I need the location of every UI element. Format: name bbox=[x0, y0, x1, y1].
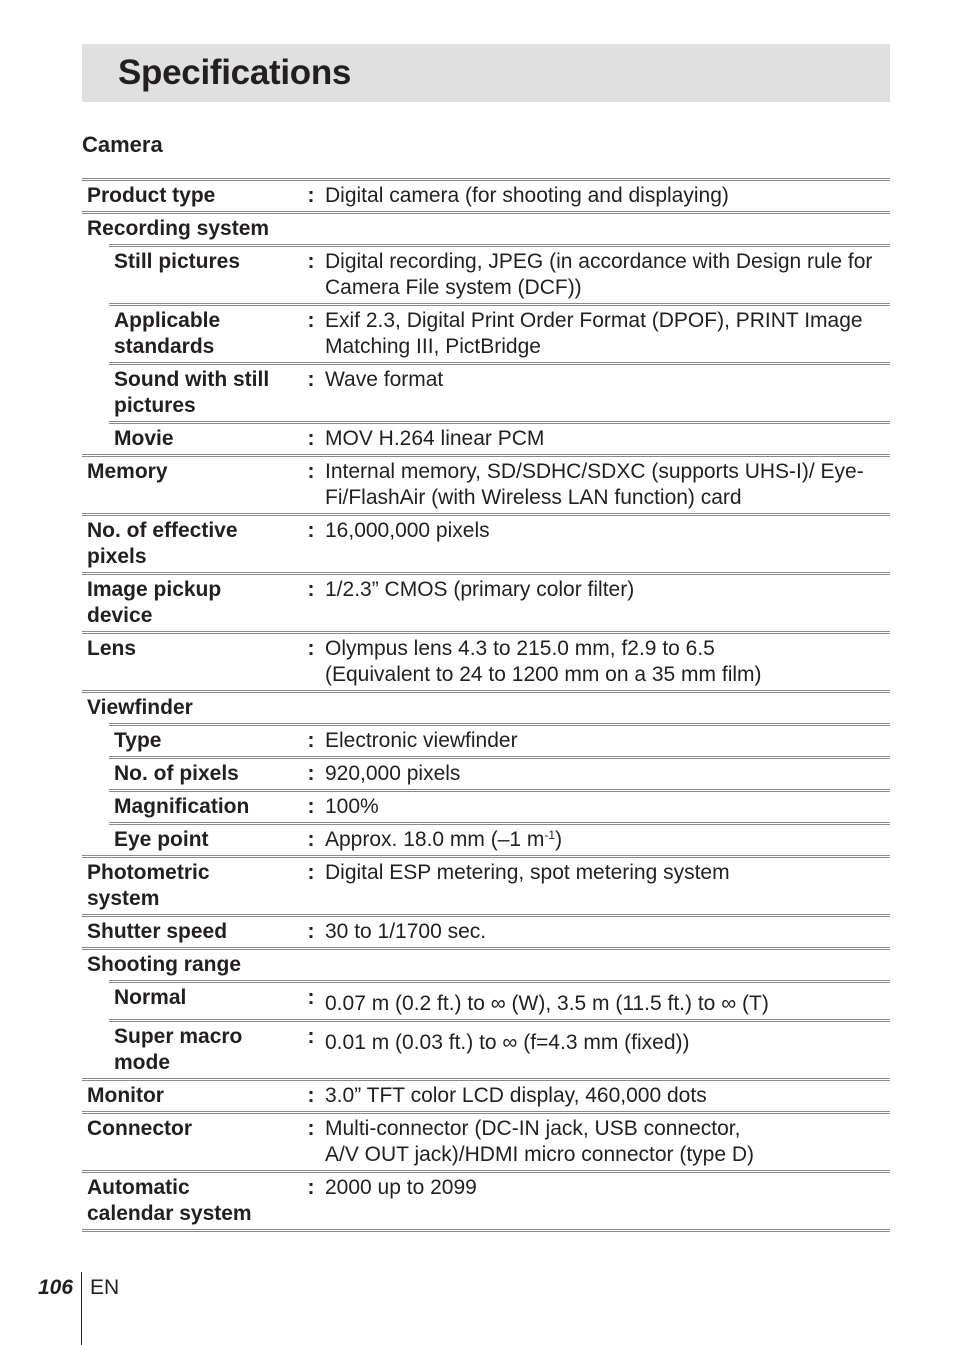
spec-value: 0.01 m (0.03 ft.) to ∞ (f=4.3 mm (fixed)) bbox=[325, 1021, 890, 1080]
spec-value: 920,000 pixels bbox=[325, 758, 890, 791]
spec-value: Digital camera (for shooting and displaying) bbox=[325, 180, 890, 213]
spec-label: Product type bbox=[82, 180, 297, 213]
spec-row bbox=[82, 305, 890, 364]
spec-colon: : bbox=[297, 515, 325, 574]
spec-label: Sound with still pictures bbox=[109, 364, 297, 423]
spec-value: 16,000,000 pixels bbox=[325, 515, 890, 574]
spec-colon: : bbox=[297, 456, 325, 515]
spec-colon: : bbox=[297, 180, 325, 213]
spec-colon: : bbox=[297, 574, 325, 633]
spec-value: 1/2.3” CMOS (primary color filter) bbox=[325, 574, 890, 633]
spec-label: Automatic calendar system bbox=[82, 1172, 297, 1231]
spec-value: 2000 up to 2099 bbox=[325, 1172, 890, 1231]
spec-value: 100% bbox=[325, 791, 890, 824]
spec-value: MOV H.264 linear PCM bbox=[325, 423, 890, 456]
spec-colon: : bbox=[297, 916, 325, 949]
spec-row bbox=[82, 1080, 890, 1113]
spec-label: Photometric system bbox=[82, 857, 297, 916]
spec-label: Normal bbox=[109, 982, 297, 1021]
spec-value-line: Olympus lens 4.3 to 215.0 mm, f2.9 to 6.5 bbox=[325, 637, 715, 660]
spec-table bbox=[82, 178, 890, 1232]
spec-label: No. of effective pixels bbox=[82, 515, 297, 574]
spec-value-superscript: -1 bbox=[544, 828, 556, 842]
spec-value-line: A/V OUT jack)/HDMI micro connector (type D) bbox=[325, 1143, 755, 1166]
spec-row bbox=[82, 791, 890, 824]
spec-row bbox=[82, 180, 890, 213]
spec-row bbox=[82, 574, 890, 633]
spec-colon: : bbox=[297, 364, 325, 423]
spec-row bbox=[82, 1113, 890, 1172]
spec-label: Lens bbox=[82, 633, 297, 692]
page-title: Specifications bbox=[118, 53, 352, 92]
spec-label: Magnification bbox=[109, 791, 297, 824]
spec-group-row bbox=[82, 692, 890, 725]
spec-row bbox=[82, 456, 890, 515]
title-bar bbox=[82, 44, 890, 102]
spec-colon: : bbox=[297, 246, 325, 305]
spec-value bbox=[325, 633, 890, 692]
spec-value: Electronic viewfinder bbox=[325, 725, 890, 758]
spec-colon: : bbox=[297, 1021, 325, 1080]
spec-value: 30 to 1/1700 sec. bbox=[325, 916, 890, 949]
section-heading: Camera bbox=[82, 132, 163, 157]
spec-colon: : bbox=[297, 824, 325, 857]
spec-colon: : bbox=[297, 305, 325, 364]
spec-group-row bbox=[82, 949, 890, 982]
spec-row bbox=[82, 857, 890, 916]
spec-label: Shutter speed bbox=[82, 916, 297, 949]
spec-value: Digital ESP metering, spot metering system bbox=[325, 857, 890, 916]
spec-group-row bbox=[82, 213, 890, 246]
spec-value-line: Multi-connector (DC-IN jack, USB connector, bbox=[325, 1117, 741, 1140]
spec-label: Movie bbox=[109, 423, 297, 456]
spec-row bbox=[82, 725, 890, 758]
spec-value: 0.07 m (0.2 ft.) to ∞ (W), 3.5 m (11.5 ft.) to ∞ (T) bbox=[325, 982, 890, 1021]
spec-row bbox=[82, 824, 890, 857]
spec-colon: : bbox=[297, 791, 325, 824]
spec-colon: : bbox=[297, 633, 325, 692]
spec-colon: : bbox=[297, 1080, 325, 1113]
spec-label: Connector bbox=[82, 1113, 297, 1172]
spec-label: Eye point bbox=[109, 824, 297, 857]
spec-colon: : bbox=[297, 857, 325, 916]
spec-value: Wave format bbox=[325, 364, 890, 423]
page-number: 106 bbox=[38, 1276, 74, 1299]
spec-label: Applicable standards bbox=[109, 305, 297, 364]
spec-row bbox=[82, 633, 890, 692]
spec-value: Digital recording, JPEG (in accordance with Design rule for Camera File system (DCF)) bbox=[325, 246, 890, 305]
spec-value: 3.0” TFT color LCD display, 460,000 dots bbox=[325, 1080, 890, 1113]
spec-colon: : bbox=[297, 423, 325, 456]
spec-value: Internal memory, SD/SDHC/SDXC (supports UHS-I)/ Eye-Fi/FlashAir (with Wireless LAN function) card bbox=[325, 456, 890, 515]
spec-label: Type bbox=[109, 725, 297, 758]
page-language: EN bbox=[90, 1276, 120, 1299]
spec-row bbox=[82, 515, 890, 574]
spec-row bbox=[82, 246, 890, 305]
spec-value-text: Approx. 18.0 mm (–1 m bbox=[325, 828, 545, 851]
spec-label: Super macro mode bbox=[109, 1021, 297, 1080]
spec-value bbox=[325, 824, 890, 857]
spec-group-label: Shooting range bbox=[82, 949, 890, 982]
spec-colon: : bbox=[297, 1113, 325, 1172]
spec-row bbox=[82, 982, 890, 1021]
spec-colon: : bbox=[297, 982, 325, 1021]
spec-value-line: (Equivalent to 24 to 1200 mm on a 35 mm film) bbox=[325, 663, 762, 686]
spec-group-label: Viewfinder bbox=[82, 692, 890, 725]
spec-label: No. of pixels bbox=[109, 758, 297, 791]
spec-row bbox=[82, 916, 890, 949]
spec-row bbox=[82, 1021, 890, 1080]
spec-label: Still pictures bbox=[109, 246, 297, 305]
page-number-divider bbox=[81, 1272, 82, 1345]
spec-label: Monitor bbox=[82, 1080, 297, 1113]
spec-value-text: ) bbox=[555, 828, 563, 851]
spec-row bbox=[82, 1172, 890, 1231]
spec-colon: : bbox=[297, 758, 325, 791]
spec-colon: : bbox=[297, 1172, 325, 1231]
spec-value bbox=[325, 1113, 890, 1172]
spec-value: Exif 2.3, Digital Print Order Format (DPOF), PRINT Image Matching III, PictBridge bbox=[325, 305, 890, 364]
spec-label: Memory bbox=[82, 456, 297, 515]
spec-label: Image pickup device bbox=[82, 574, 297, 633]
spec-colon: : bbox=[297, 725, 325, 758]
spec-row bbox=[82, 423, 890, 456]
spec-row bbox=[82, 758, 890, 791]
spec-group-label: Recording system bbox=[82, 213, 890, 246]
spec-row bbox=[82, 364, 890, 423]
